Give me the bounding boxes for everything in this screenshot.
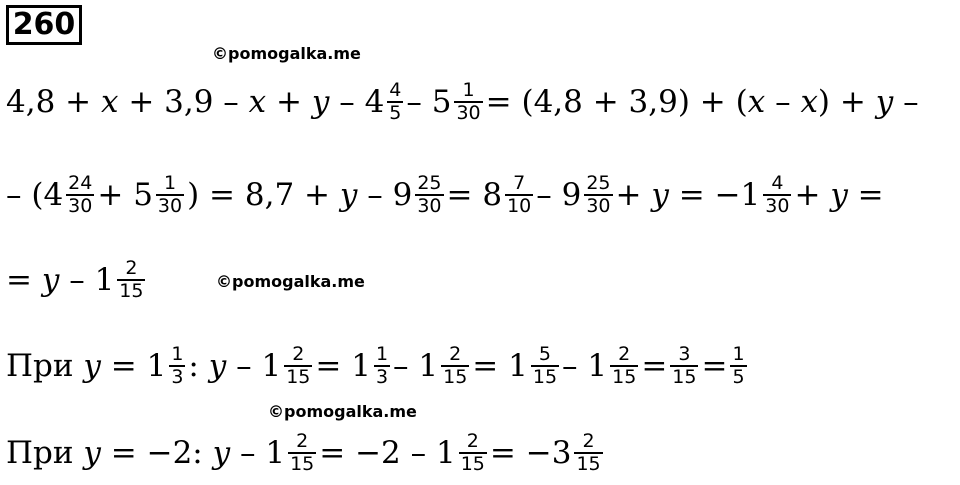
math-text: – 9 (357, 177, 413, 213)
fraction-denominator: 30 (68, 195, 93, 217)
watermark: ©pomogalka.me (216, 272, 365, 291)
math-text: + (615, 177, 652, 213)
fraction-numerator: 2 (125, 257, 138, 279)
math-text: При (6, 435, 84, 471)
fraction (670, 344, 698, 388)
fraction (610, 344, 638, 388)
math-text: : (188, 348, 209, 384)
fraction-denominator: 30 (586, 195, 611, 217)
fraction-numerator: 2 (296, 430, 309, 452)
math-text: – 1 (226, 348, 282, 384)
fraction (441, 344, 469, 388)
math-text: – 1 (230, 435, 286, 471)
fraction-denominator: 15 (286, 366, 311, 388)
math-text: + 3,9 – (118, 84, 249, 120)
fraction-denominator: 30 (456, 102, 481, 124)
variable: x (747, 84, 766, 120)
fraction-numerator: 24 (68, 172, 93, 194)
fraction-denominator: 15 (443, 366, 468, 388)
fraction-numerator: 7 (513, 172, 526, 194)
variable: y (651, 177, 669, 213)
math-text: – 9 (536, 177, 582, 213)
math-text: = (701, 348, 728, 384)
fraction (763, 173, 791, 217)
variable: y (830, 177, 848, 213)
fraction (730, 344, 746, 388)
fraction (288, 431, 316, 475)
fraction-denominator: 5 (732, 366, 745, 388)
math-text: – 1 (59, 262, 115, 298)
fraction (387, 80, 403, 124)
fraction-denominator: 30 (765, 195, 790, 217)
math-text: + (794, 177, 831, 213)
math-text: ) + (817, 84, 876, 120)
variable: y (875, 84, 894, 120)
fraction-numerator: 2 (618, 343, 631, 365)
fraction (117, 258, 145, 302)
equation-line-4 (6, 336, 750, 396)
fraction-denominator: 15 (119, 280, 144, 302)
variable: y (339, 177, 358, 213)
fraction (66, 173, 94, 217)
fraction-denominator: 30 (417, 195, 442, 217)
math-text: = (641, 348, 668, 384)
fraction-denominator: 10 (507, 195, 532, 217)
variable: x (100, 84, 119, 120)
fraction (169, 344, 185, 388)
math-text: 4,8 + (6, 84, 101, 120)
math-text: – (765, 84, 801, 120)
fraction (284, 344, 312, 388)
math-text: + 5 (97, 177, 153, 213)
fraction-numerator: 2 (466, 430, 479, 452)
equation-line-1 (6, 72, 919, 132)
equation-line-3 (6, 250, 148, 310)
watermark: ©pomogalka.me (212, 44, 361, 63)
fraction-numerator: 3 (678, 343, 691, 365)
variable: x (248, 84, 267, 120)
variable: y (83, 348, 101, 384)
fraction-denominator: 15 (612, 366, 637, 388)
math-text: = 1 (315, 348, 371, 384)
fraction-numerator: 25 (586, 172, 611, 194)
math-text: – (893, 84, 919, 120)
fraction-denominator: 15 (460, 453, 485, 475)
math-text: = (847, 177, 884, 213)
math-text: – 5 (406, 84, 452, 120)
fraction-denominator: 15 (532, 366, 558, 388)
math-text: = 1 (100, 348, 167, 384)
fraction-numerator: 1 (163, 172, 177, 194)
fraction-numerator: 2 (449, 343, 462, 365)
fraction-denominator: 3 (375, 366, 389, 388)
math-text: = −1 (668, 177, 761, 213)
fraction-numerator: 25 (417, 172, 442, 194)
math-text: = (4,8 + 3,9) + ( (485, 84, 748, 120)
variable: y (83, 435, 101, 471)
fraction (415, 173, 443, 217)
fraction-denominator: 5 (389, 102, 402, 124)
variable: y (208, 348, 227, 384)
math-text: = −3 (489, 435, 572, 471)
fraction (156, 173, 184, 217)
fraction-numerator: 1 (462, 79, 475, 101)
variable: y (311, 84, 330, 120)
fraction (459, 431, 487, 475)
math-text: = 8 (446, 177, 503, 213)
fraction-numerator: 1 (171, 343, 184, 365)
fraction (531, 344, 559, 388)
fraction (374, 344, 390, 388)
fraction-denominator: 30 (157, 195, 183, 217)
math-text: – 1 (393, 348, 439, 384)
math-text: – (4 (6, 177, 64, 213)
fraction-numerator: 4 (389, 79, 402, 101)
fraction-denominator: 15 (576, 453, 601, 475)
equation-line-5 (6, 423, 606, 483)
math-text: При (6, 348, 84, 384)
variable: x (800, 84, 818, 120)
math-text: = −2: (100, 435, 213, 471)
fraction (574, 431, 602, 475)
fraction-denominator: 3 (171, 366, 184, 388)
math-text: = (6, 262, 42, 298)
fraction-numerator: 1 (732, 343, 745, 365)
fraction-numerator: 2 (582, 430, 595, 452)
fraction-numerator: 4 (771, 172, 784, 194)
fraction (454, 80, 482, 124)
fraction-numerator: 1 (375, 343, 389, 365)
math-text: = −2 – 1 (319, 435, 456, 471)
math-text: – 4 (329, 84, 385, 120)
fraction-numerator: 5 (538, 343, 551, 365)
problem-number: 260 (6, 5, 82, 45)
fraction-denominator: 15 (672, 366, 697, 388)
math-text: + (266, 84, 312, 120)
watermark: ©pomogalka.me (268, 402, 417, 421)
fraction (584, 173, 612, 217)
fraction-numerator: 2 (292, 343, 305, 365)
math-text: ) = 8,7 + (187, 177, 340, 213)
fraction (505, 173, 533, 217)
variable: y (41, 262, 60, 298)
variable: y (212, 435, 231, 471)
math-text: – 1 (562, 348, 608, 384)
math-text: = 1 (472, 348, 528, 384)
equation-line-2 (6, 165, 884, 225)
fraction-denominator: 15 (290, 453, 315, 475)
